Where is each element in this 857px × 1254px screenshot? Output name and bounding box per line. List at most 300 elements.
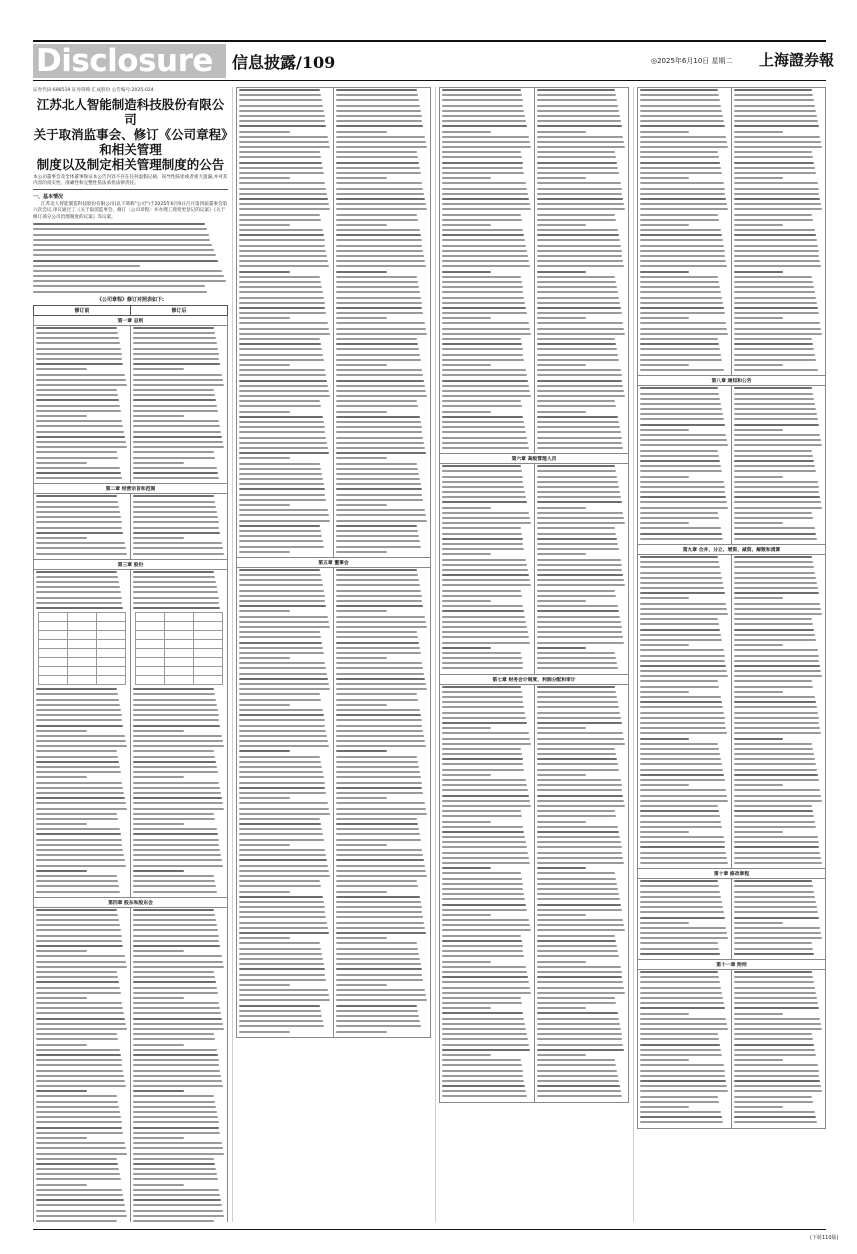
text-line [734, 603, 820, 605]
text-line [36, 945, 123, 947]
text-line [239, 719, 325, 721]
text-line [239, 756, 320, 758]
table-cell-after [131, 569, 228, 897]
text-line [640, 455, 719, 457]
text-line [133, 797, 222, 799]
text-line [734, 634, 815, 636]
text-line [537, 431, 621, 433]
text-line [36, 410, 121, 412]
table-cell-after [732, 970, 826, 1129]
table-cell-before [237, 567, 334, 1037]
text-line [36, 981, 119, 983]
text-line [36, 511, 120, 513]
text-line [537, 935, 616, 937]
text-line [734, 582, 817, 584]
text-line [734, 476, 783, 478]
text-line [640, 507, 728, 509]
text-line [734, 470, 816, 472]
text-line [36, 1018, 125, 1020]
text-line [36, 451, 117, 453]
text-line [336, 219, 418, 221]
text-line [336, 551, 387, 553]
text-line [640, 665, 726, 667]
text-line [640, 603, 726, 605]
text-line [640, 1038, 719, 1040]
issue-date: ◎2025年6月10日 星期二 [651, 57, 733, 65]
text-line [537, 1007, 586, 1009]
text-line [537, 929, 626, 931]
text-line [734, 167, 815, 169]
text-line [640, 696, 721, 698]
text-line [734, 774, 818, 776]
text-line [336, 214, 417, 216]
text-line [33, 223, 205, 225]
text-line [442, 701, 523, 703]
text-line [537, 1038, 623, 1040]
text-line [36, 828, 120, 830]
text-line [734, 281, 813, 283]
text-line [734, 538, 817, 540]
text-line [336, 600, 422, 602]
text-line [36, 1168, 119, 1170]
text-line [640, 203, 727, 205]
text-line [36, 761, 119, 763]
text-line [239, 322, 328, 324]
text-line [239, 333, 330, 335]
text-line [36, 441, 126, 443]
text-line [239, 374, 326, 376]
text-line [734, 265, 821, 267]
text-line [640, 208, 728, 210]
text-line [640, 328, 727, 330]
text-line [442, 642, 530, 644]
text-line [36, 935, 122, 937]
amendment-table-continued [439, 87, 629, 1103]
text-line [640, 815, 720, 817]
text-line [36, 771, 121, 773]
text-line [640, 1096, 718, 1098]
text-line [640, 937, 728, 939]
text-line [734, 831, 783, 833]
text-line [442, 883, 523, 885]
text-line [336, 901, 421, 903]
text-line [336, 105, 420, 107]
text-line [537, 691, 617, 693]
text-line [734, 444, 822, 446]
text-line [133, 521, 219, 523]
text-line [442, 328, 530, 330]
text-line [734, 403, 815, 405]
text-line [336, 595, 422, 597]
text-line [442, 795, 529, 797]
text-line [133, 1095, 214, 1097]
text-line [640, 496, 726, 498]
text-line [537, 769, 619, 771]
text-line [336, 193, 424, 195]
text-line [336, 260, 425, 262]
text-line [336, 823, 418, 825]
text-line [442, 481, 523, 483]
text-line [133, 935, 219, 937]
text-line [239, 667, 326, 669]
text-line [640, 891, 720, 893]
text-line [239, 468, 321, 470]
text-line [133, 342, 217, 344]
text-line [537, 229, 618, 231]
text-line [442, 1059, 521, 1061]
text-line [442, 224, 491, 226]
text-line [336, 818, 417, 820]
text-line [133, 844, 219, 846]
text-line [239, 400, 320, 402]
text-line [734, 276, 812, 278]
text-line [36, 704, 120, 706]
text-line [442, 208, 531, 210]
text-line [336, 447, 425, 449]
text-line [36, 379, 126, 381]
text-line [537, 527, 616, 529]
text-line [133, 1132, 220, 1134]
text-line [133, 602, 219, 604]
text-line [734, 769, 817, 771]
text-line [239, 839, 324, 841]
text-line [336, 813, 427, 815]
text-line [133, 740, 223, 742]
text-line [537, 1080, 619, 1082]
text-line [336, 437, 423, 439]
text-line [239, 901, 324, 903]
table-cell-after [732, 554, 826, 868]
text-line [239, 761, 321, 763]
text-line [734, 1023, 821, 1025]
text-line [537, 141, 625, 143]
text-line [537, 281, 617, 283]
text-line [734, 146, 822, 148]
text-line [336, 525, 417, 527]
text-line [734, 789, 820, 791]
text-line [734, 717, 819, 719]
text-line [640, 743, 718, 745]
text-line [640, 291, 721, 293]
text-line [133, 955, 222, 957]
table-cell-before [638, 386, 732, 545]
text-line [239, 405, 321, 407]
text-line [239, 657, 290, 659]
text-line [734, 686, 813, 688]
text-line [239, 167, 323, 169]
text-line [640, 343, 719, 345]
text-line [239, 499, 326, 501]
text-line [36, 1012, 124, 1014]
text-line [734, 1049, 815, 1051]
text-line [442, 717, 526, 719]
text-line [133, 880, 215, 882]
text-line [537, 584, 626, 586]
text-line [537, 255, 623, 257]
text-line [336, 714, 421, 716]
text-line [133, 714, 219, 716]
text-line [336, 203, 426, 205]
text-line [640, 271, 689, 273]
text-line [239, 437, 326, 439]
text-line [336, 584, 420, 586]
text-line [442, 595, 522, 597]
text-line [734, 763, 816, 765]
table-cell-after [534, 684, 629, 1102]
table-cell-before [440, 464, 535, 675]
text-line [537, 774, 586, 776]
text-line [36, 914, 118, 916]
text-line [640, 338, 718, 340]
text-line [133, 992, 218, 994]
text-line [442, 307, 526, 309]
text-line [640, 413, 723, 415]
text-line [442, 1012, 523, 1014]
table-cell-before [34, 907, 131, 1222]
text-line [239, 610, 290, 612]
text-line [336, 704, 387, 706]
text-line [734, 224, 783, 226]
text-line [640, 587, 724, 589]
text-line [239, 584, 323, 586]
text-line [537, 1044, 624, 1046]
text-line [336, 885, 418, 887]
text-line [734, 758, 815, 760]
text-line [640, 486, 725, 488]
text-line [537, 322, 624, 324]
text-line [537, 465, 616, 467]
text-line [640, 1049, 721, 1051]
text-line [734, 527, 815, 529]
text-line [239, 942, 320, 944]
text-line [442, 1002, 522, 1004]
text-line [133, 1204, 222, 1206]
text-line [239, 984, 290, 986]
text-line [239, 896, 323, 898]
text-line [640, 434, 726, 436]
text-line [36, 446, 127, 448]
masthead-bottom-rule [33, 80, 826, 81]
text-line [133, 1116, 218, 1118]
text-line [537, 442, 623, 444]
text-line [442, 1095, 527, 1097]
text-line [442, 1054, 491, 1056]
text-line [133, 527, 219, 529]
text-line [36, 1080, 125, 1082]
text-line [537, 405, 617, 407]
text-line [442, 338, 521, 340]
text-line [640, 717, 725, 719]
text-line [36, 1070, 123, 1072]
text-line [336, 478, 420, 480]
text-line [640, 172, 722, 174]
text-line [336, 322, 425, 324]
text-line [442, 935, 521, 937]
text-line [36, 909, 117, 911]
text-line [734, 826, 816, 828]
text-line [537, 416, 618, 418]
text-line [36, 776, 87, 778]
text-line [537, 621, 621, 623]
text-line [640, 1090, 728, 1092]
text-line [734, 992, 816, 994]
text-line [640, 841, 725, 843]
text-line [336, 395, 427, 397]
amendment-table [33, 305, 228, 1222]
text-line [442, 815, 522, 817]
text-line [133, 929, 218, 931]
text-line [734, 398, 814, 400]
text-line [239, 1010, 321, 1012]
newspaper-name: 上海證券報 [759, 51, 835, 69]
text-line [336, 802, 425, 804]
text-line [133, 425, 220, 427]
text-line [133, 495, 214, 497]
text-line [442, 229, 523, 231]
text-line [336, 411, 387, 413]
text-line [336, 968, 422, 970]
text-line [239, 963, 324, 965]
text-line [133, 1210, 223, 1212]
text-line [734, 727, 820, 729]
text-line [640, 680, 718, 682]
text-line [442, 929, 531, 931]
text-line [133, 833, 218, 835]
text-line [133, 709, 218, 711]
table-cell-before [638, 554, 732, 868]
text-line [537, 380, 623, 382]
text-line [640, 722, 725, 724]
text-line [36, 966, 127, 968]
text-line [537, 805, 626, 807]
text-line [734, 743, 812, 745]
text-line [537, 893, 619, 895]
text-line [442, 961, 491, 963]
text-line [239, 916, 326, 918]
text-line [537, 810, 616, 812]
text-line [239, 989, 328, 991]
text-line [640, 424, 725, 426]
text-line [442, 167, 523, 169]
text-line [537, 312, 622, 314]
text-line [537, 110, 619, 112]
text-line [537, 784, 622, 786]
text-line [537, 712, 620, 714]
text-line [36, 997, 87, 999]
text-line [336, 494, 422, 496]
text-line [36, 1023, 126, 1025]
text-line [537, 99, 618, 101]
masthead-top-rule [33, 40, 826, 42]
text-line [239, 447, 328, 449]
text-line [239, 1025, 324, 1027]
text-line [640, 348, 720, 350]
text-line [336, 574, 418, 576]
text-line [640, 906, 723, 908]
text-line [133, 792, 221, 794]
chapter-row: 第十章 修改章程 [638, 869, 826, 879]
text-line [734, 501, 821, 503]
chapter-row: 第五章 董事会 [237, 557, 431, 567]
text-line [537, 727, 586, 729]
text-line [640, 675, 728, 677]
text-line [36, 924, 120, 926]
text-line [336, 431, 422, 433]
text-line [336, 673, 424, 675]
text-line [442, 214, 521, 216]
text-line [36, 818, 118, 820]
text-line [442, 1007, 491, 1009]
text-line [239, 286, 322, 288]
text-line [239, 411, 290, 413]
text-line [734, 424, 819, 426]
text-line [336, 120, 422, 122]
text-line [239, 699, 321, 701]
text-line [336, 828, 419, 830]
text-line [442, 852, 528, 854]
text-line [442, 904, 526, 906]
text-line [640, 312, 725, 314]
text-line [442, 631, 528, 633]
text-line [133, 1044, 184, 1046]
text-line [239, 141, 329, 143]
text-line [442, 1038, 528, 1040]
text-line [239, 302, 325, 304]
text-line [442, 857, 529, 859]
text-line [537, 763, 618, 765]
text-line [239, 974, 325, 976]
text-line [537, 297, 619, 299]
text-line [36, 472, 121, 474]
text-line [239, 999, 330, 1001]
text-line [36, 992, 121, 994]
text-line [336, 504, 387, 506]
table-cell-after [732, 386, 826, 545]
shareholding-table [38, 612, 126, 685]
text-line [239, 714, 324, 716]
text-line [133, 808, 224, 810]
brand-logo: Disclosure [33, 44, 226, 78]
text-line [537, 89, 616, 91]
text-line [537, 610, 619, 612]
text-line [36, 797, 125, 799]
text-line [537, 512, 624, 514]
text-line [133, 971, 214, 973]
text-line [640, 99, 720, 101]
text-line [640, 686, 719, 688]
text-line [133, 823, 184, 825]
text-line [640, 769, 723, 771]
text-line [734, 291, 815, 293]
text-line [239, 953, 322, 955]
text-line [239, 291, 323, 293]
text-line [239, 343, 321, 345]
text-line [734, 198, 820, 200]
table-cell-after [131, 907, 228, 1222]
text-line [537, 1018, 619, 1020]
text-line [537, 997, 616, 999]
column-divider [232, 87, 233, 1222]
text-line [442, 805, 531, 807]
text-line [734, 1116, 816, 1118]
text-line [133, 891, 217, 893]
text-line [239, 605, 326, 607]
text-line [734, 706, 817, 708]
text-line [133, 1018, 222, 1020]
text-line [734, 393, 813, 395]
text-line [442, 374, 527, 376]
text-line [336, 136, 425, 138]
